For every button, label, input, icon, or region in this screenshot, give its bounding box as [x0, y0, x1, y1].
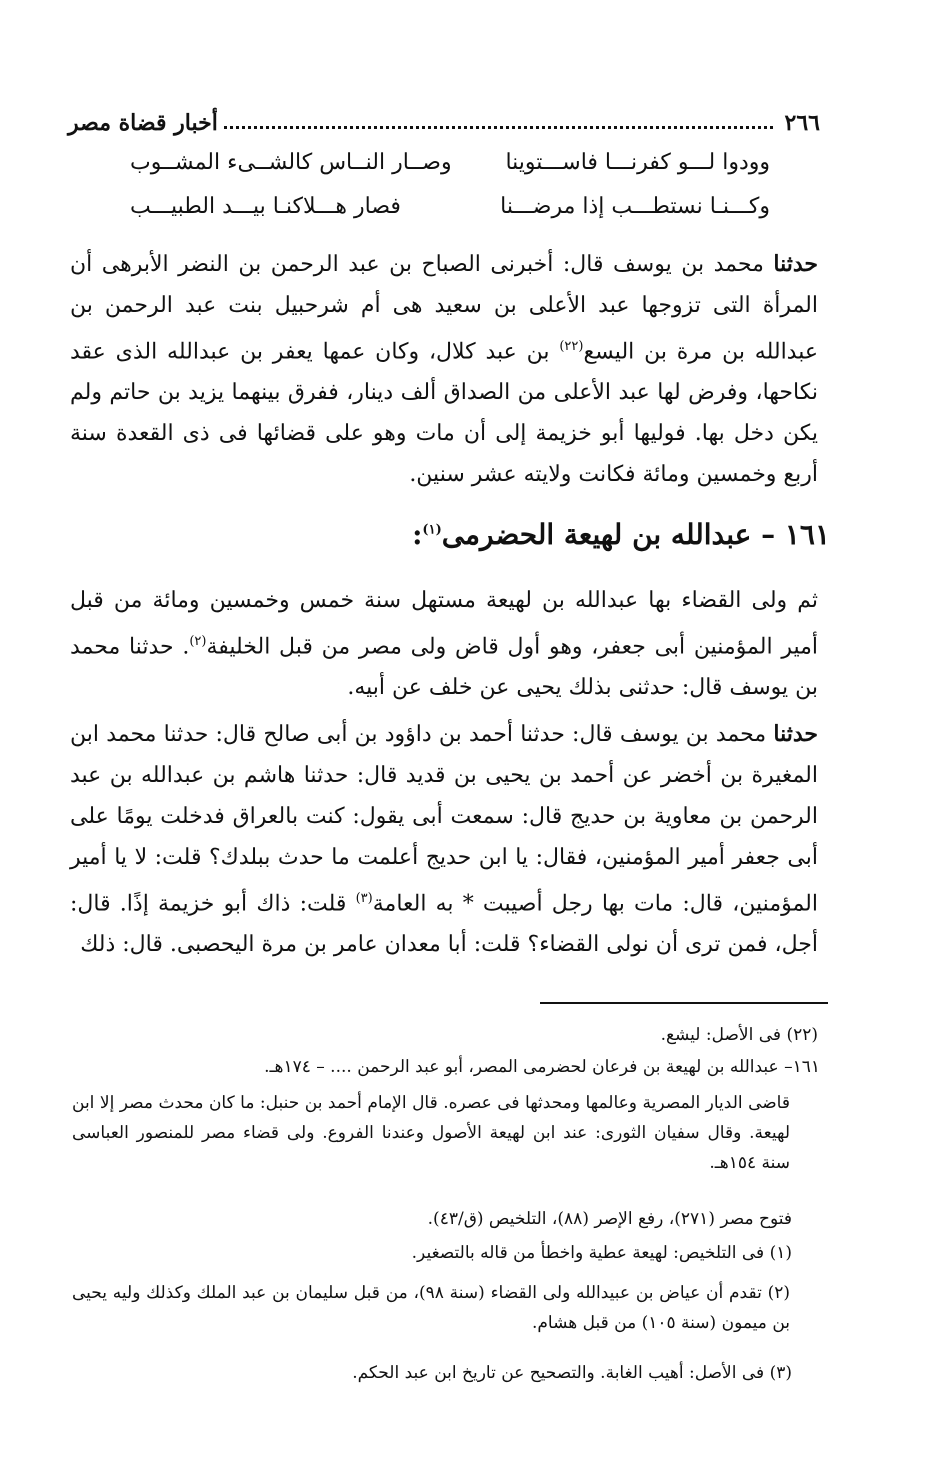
- section-heading: [412, 518, 830, 551]
- footnote-161-sources: فتوح مصر (٢٧١)، رفع الإصر (٨٨)، التلخيص (ق/٤٣).: [427, 1209, 792, 1229]
- footnote-1: (١) فى التلخيص: لهيعة عطية واخطأ من قاله بالتصغير.: [411, 1243, 792, 1263]
- paragraph-text: . حدثنا محمد بن يوسف قال: حدثنى بذلك يحيى عن خلف عن أبيه.: [70, 634, 818, 701]
- footnote-22: (٢٢) فى الأصل: ليشع.: [660, 1025, 818, 1045]
- poem-line-1: [130, 150, 770, 175]
- paragraph-text: محمد بن يوسف قال: حدثنا أحمد بن داؤود بن أبى صالح قال: حدثنا محمد ابن المغيرة بن أخضر عن أحمد بن يحيى بن قديد قال: حدثنا هاشم بن عبدالله بن عبد الرحمن بن معاوية بن حديج قال: سمعت أبى يقول: كنت بالعراق فدخلت يومًا على أبى جعفر أمير المؤمنين، فقال: يا ابن حديج أعلمت ما حدث ببلدك؟ قلت: لا يا أمير المؤمنين، قال: مات بها رجل أصيبت * به العامة: [70, 722, 819, 917]
- section-number: ١٦١: [784, 518, 830, 551]
- section-title: عبدالله بن لهيعة الحضرمى: [441, 518, 752, 551]
- footnote-161-head: ١٦١– عبدالله بن لهيعة بن فرعان لحضرمى المصر، أبو عبد الرحمن .... – ١٧٤هـ.: [264, 1057, 820, 1077]
- paragraph-text: قلت: ذاك أبو خزيمة إذًا. قال: أجل، فمن ترى أن نولى القضاء؟ قلت: أبا معدان عامر بن مرة اليحصبى. قال: ذلك: [70, 891, 818, 958]
- poem-hemistich: وكـــنـا نستطـــب إذا مرضـــنا: [500, 194, 770, 219]
- paragraph-text: محمد بن يوسف قال: أخبرنى الصباح بن عبد الرحمن بن النضر الأبرهى أن المرأة التى تزوجها عبد الأعلى بن سعيد هى أم شرحبيل بنت عبد الرحمن بن عبدالله بن مرة بن اليسع: [70, 252, 818, 365]
- running-header: [68, 100, 820, 136]
- paragraph-text: ثم ولى القضاء بها عبدالله بن لهيعة مستهل سنة خمس وخمسين ومائة من قبل أمير المؤمنين أبى جعفر، وهو أول قاض ولى مصر من قبل الخليفة: [70, 588, 818, 660]
- paragraph-2: [70, 580, 818, 708]
- footnote-2: (٢) تقدم أن عياض بن عبيدالله ولى القضاء (سنة ٩٨)، من قبل سليمان بن عبد الملك وكذلك وليه يحيى بن ميمون (سنة ١٠٥) من قبل هشام.: [72, 1283, 790, 1333]
- footnote-ref: (١): [422, 522, 442, 538]
- poem-hemistich: فصار هـــلاكنـا بيـــد الطبيـــب: [130, 194, 401, 219]
- footnote-ref: (٢): [189, 634, 207, 649]
- poem-line-2: [130, 194, 770, 219]
- paragraph-text: بن عبد كلال، وكان عمها يعفر بن عبدالله الذى عقد نكاحها، وفرض لها عبد الأعلى من الصداق ألف دينار، ففرق بينهما يزيد بن حاتم ولم يكن دخل بها. فوليها أبو خزيمة إلى أن مات وهو على قضائها فى ذى القعدة سنة أربع وخمسين ومائة فكانت ولايته عشر سنين.: [70, 339, 818, 488]
- paragraph-3: [70, 714, 818, 965]
- paragraph-lead-word: حدثنا: [773, 251, 818, 277]
- footnote-ref: (٣): [355, 891, 373, 906]
- section-colon: :: [412, 518, 423, 551]
- footnote-161-body: قاضى الديار المصرية وعالمها ومحدثها فى عصره. قال الإمام أحمد بن حنبل: ما كان محدث مصر إلا ابن لهيعة. وقال سفيان الثورى: عند ابن لهيعة الأصول وعندنا الفروع. ولى قضاء مصر للمنصور العباسى سنة ١٥٤هـ.: [72, 1093, 790, 1173]
- footnote-ref: (٢٢): [559, 339, 584, 354]
- running-title: أخبار قضاة مصر: [68, 110, 218, 136]
- poem-hemistich: وصــار النــاس كالشــىء المشــوب: [130, 150, 452, 175]
- page-number: ٢٦٦: [784, 110, 820, 136]
- header-dot-leader: [224, 126, 773, 129]
- paragraph-lead-word: حدثنا: [773, 721, 818, 747]
- section-dash: –: [751, 518, 785, 551]
- footnote-separator: [540, 1002, 828, 1004]
- footnote-3: (٣) فى الأصل: أهيب الغابة. والتصحيح عن تاريخ ابن عبد الحكم.: [352, 1363, 792, 1383]
- poem-hemistich: وودوا لـــو كفرنـــا فاســـتوينا: [505, 150, 770, 175]
- paragraph-1: [70, 244, 818, 495]
